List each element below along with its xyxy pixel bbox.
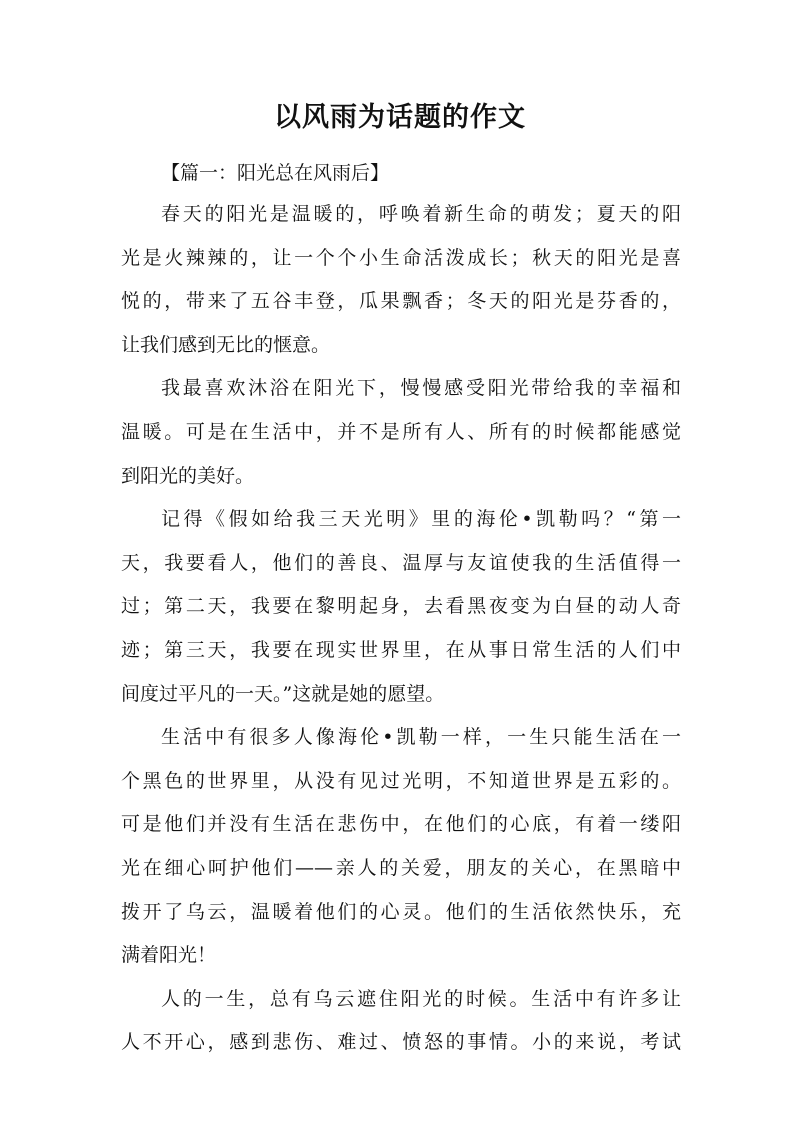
paragraph-line: 温暖。可是在生活中，并不是所有人、所有的时候都能感觉	[121, 420, 681, 443]
paragraph-line: 生活中有很多人像海伦•凯勒一样，一生只能生活在一	[161, 726, 681, 749]
document-title: 以风雨为话题的作文	[274, 102, 526, 133]
paragraph-line: 可是他们并没有生活在悲伤中，在他们的心底，有着一缕阳	[121, 813, 681, 836]
paragraph-line: 人的一生，总有乌云遮住阳光的时候。生活中有许多让	[161, 987, 681, 1010]
section-heading: 【篇一：阳光总在风雨后】	[161, 162, 390, 184]
paragraph-line: 过；第二天，我要在黎明起身，去看黑夜变为白昼的动人奇	[121, 595, 681, 618]
paragraph-line: 到阳光的美好。	[121, 464, 255, 487]
paragraph-line: 让我们感到无比的惬意。	[121, 333, 331, 356]
paragraph-line: 天，我要看人，他们的善良、温厚与友谊使我的生活值得一	[121, 551, 681, 574]
paragraph-line: 春天的阳光是温暖的，呼唤着新生命的萌发；夏天的阳	[161, 203, 681, 225]
paragraph-line: 人不开心，感到悲伤、难过、愤怒的事情。小的来说，考试	[121, 1031, 681, 1054]
paragraph-4	[121, 716, 681, 978]
paragraph-line: 拨开了乌云，温暖着他们的心灵。他们的生活依然快乐，充	[121, 900, 681, 923]
paragraph-3	[121, 498, 681, 716]
paragraph-2	[121, 367, 681, 498]
paragraph-line: 迹；第三天，我要在现实世界里，在从事日常生活的人们中	[121, 638, 681, 661]
paragraph-line: 记得《假如给我三天光明》里的海伦•凯勒吗？“第一	[161, 508, 681, 531]
paragraph-line: 满着阳光！	[121, 944, 217, 967]
paragraph-line: 间度过平凡的一天。”这就是她的愿望。	[121, 682, 445, 705]
document-body	[121, 153, 681, 1065]
paragraph-line: 我最喜欢沐浴在阳光下，慢慢感受阳光带给我的幸福和	[161, 377, 681, 400]
paragraph-5	[121, 978, 681, 1065]
paragraph-line: 光在细心呵护他们——亲人的关爱，朋友的关心，在黑暗中	[121, 856, 681, 879]
paragraph-1	[121, 193, 681, 367]
paragraph-line: 悦的，带来了五谷丰登，瓜果飘香；冬天的阳光是芬香的，	[121, 290, 681, 313]
paragraph-line: 光是火辣辣的，让一个个小生命活泼成长；秋天的阳光是喜	[121, 246, 681, 269]
paragraph-line: 个黑色的世界里，从没有见过光明，不知道世界是五彩的。	[121, 769, 681, 792]
